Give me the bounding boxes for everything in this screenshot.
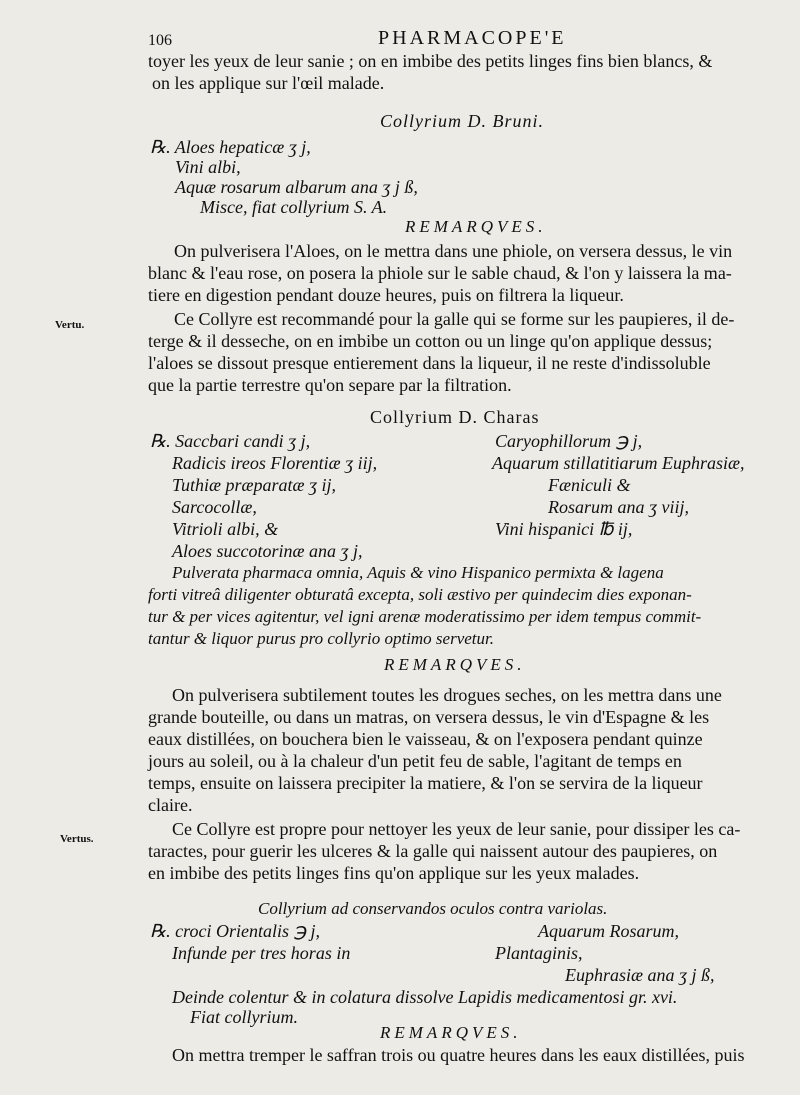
text-line: claire. — [148, 795, 193, 815]
remarques-heading: REMARQVES. — [384, 655, 526, 674]
recipe-line: ℞. Aloes hepaticæ ʒ j, — [150, 137, 311, 157]
text-line: tiere en digestion pendant douze heures, puis on filtrera la liqueur. — [148, 285, 624, 305]
text-line: jours au soleil, ou à la chaleur d'un petit feu de sable, l'agitant de temps en — [148, 751, 682, 771]
recipe-title: Collyrium ad conservandos oculos contra variolas. — [258, 899, 608, 918]
margin-note: Vertu. — [55, 319, 85, 331]
recipe-line: Fiat collyrium. — [190, 1007, 298, 1027]
recipe-line: Caryophillorum ℈ j, — [495, 431, 643, 451]
remarques-heading: REMARQVES. — [405, 217, 547, 236]
text-line: Ce Collyre est propre pour nettoyer les yeux de leur sanie, pour dissiper les ca- — [172, 819, 741, 839]
recipe-line: Euphrasiæ ana ʒ j ß, — [565, 965, 715, 985]
recipe-line: Infunde per tres horas in — [172, 943, 351, 963]
running-title: PHARMACOPE'E — [378, 27, 567, 49]
latin-line: tantur & liquor purus pro collyrio optimo servetur. — [148, 629, 494, 648]
text-line: eaux distillées, on bouchera bien le vaisseau, & on l'exposera pendant quinze — [148, 729, 703, 749]
recipe-title: Collyrium D. Charas — [370, 407, 540, 427]
text-line: On mettra tremper le saffran trois ou quatre heures dans les eaux distillées, puis — [172, 1045, 745, 1065]
recipe-line: ℞. Saccbari candi ʒ j, — [150, 431, 311, 451]
recipe-line: Aquarum Rosarum, — [538, 921, 680, 941]
remarques-heading: REMARQVES. — [380, 1023, 522, 1042]
recipe-title: Collyrium D. Bruni. — [380, 111, 545, 131]
recipe-line: ℞. croci Orientalis ℈ j, — [150, 921, 321, 941]
text-line: On pulverisera l'Aloes, on le mettra dans une phiole, on versera dessus, le vin — [174, 241, 733, 261]
margin-note: Vertus. — [60, 833, 94, 845]
latin-line: tur & per vices agitentur, vel igni arenæ moderatissimo per idem tempus commit- — [148, 607, 702, 626]
text-line: Ce Collyre est recommandé pour la galle qui se forme sur les paupieres, il de- — [174, 309, 735, 329]
recipe-line: Aloes succotorinæ ana ʒ j, — [172, 541, 363, 561]
recipe-line: Misce, fiat collyrium S. A. — [200, 197, 388, 217]
recipe-line: Radicis ireos Florentiæ ʒ iij, — [172, 453, 378, 473]
text-line: l'aloes se dissout presque entierement dans la liqueur, il ne reste d'indissoluble — [148, 353, 711, 373]
text-line: terge & il desseche, on en imbibe un cotton ou un linge qu'on applique dessus; — [148, 331, 713, 351]
text-line: blanc & l'eau rose, on posera la phiole sur le sable chaud, & l'on y laissera la ma- — [148, 263, 732, 283]
recipe-line: Rosarum ana ʒ viij, — [548, 497, 689, 517]
recipe-line: Sarcocollæ, — [172, 497, 257, 517]
latin-line: forti vitreâ diligenter obturatâ excepta, soli æstivo per quindecim dies exponan- — [148, 585, 692, 604]
recipe-line: Vini albi, — [175, 157, 241, 177]
text-line: on les applique sur l'œil malade. — [152, 73, 385, 93]
text-line: On pulverisera subtilement toutes les drogues seches, on les mettra dans une — [172, 685, 722, 705]
recipe-line: Aquæ rosarum albarum ana ʒ j ß, — [175, 177, 418, 197]
recipe-line: Fæniculi & — [548, 475, 631, 495]
recipe-line: Deinde colentur & in colatura dissolve Lapidis medicamentosi gr. xvi. — [172, 987, 678, 1007]
text-line: grande bouteille, ou dans un matras, on versera dessus, le vin d'Espagne & les — [148, 707, 710, 727]
recipe-line: Vitrioli albi, & — [172, 519, 279, 539]
text-line: temps, ensuite on laissera precipiter la matiere, & l'on se servira de la liqueur — [148, 773, 703, 793]
latin-line: Pulverata pharmaca omnia, Aquis & vino Hispanico permixta & lagena — [172, 563, 664, 582]
text-line: en imbibe des petits linges fins qu'on applique sur les yeux malades. — [148, 863, 640, 883]
text-line: taractes, pour guerir les ulceres & la galle qui naissent autour des paupieres, on — [148, 841, 718, 861]
recipe-line: Aquarum stillatitiarum Euphrasiæ, — [492, 453, 745, 473]
recipe-line: Plantaginis, — [495, 943, 583, 963]
page-number: 106 — [148, 32, 172, 49]
text-line: toyer les yeux de leur sanie ; on en imbibe des petits linges fins bien blancs, & — [148, 51, 713, 71]
text-line: que la partie terrestre qu'on separe par la filtration. — [148, 375, 512, 395]
recipe-line: Tuthiæ præparatæ ʒ ij, — [172, 475, 337, 495]
recipe-line: Vini hispanici ℔ ij, — [495, 519, 633, 539]
